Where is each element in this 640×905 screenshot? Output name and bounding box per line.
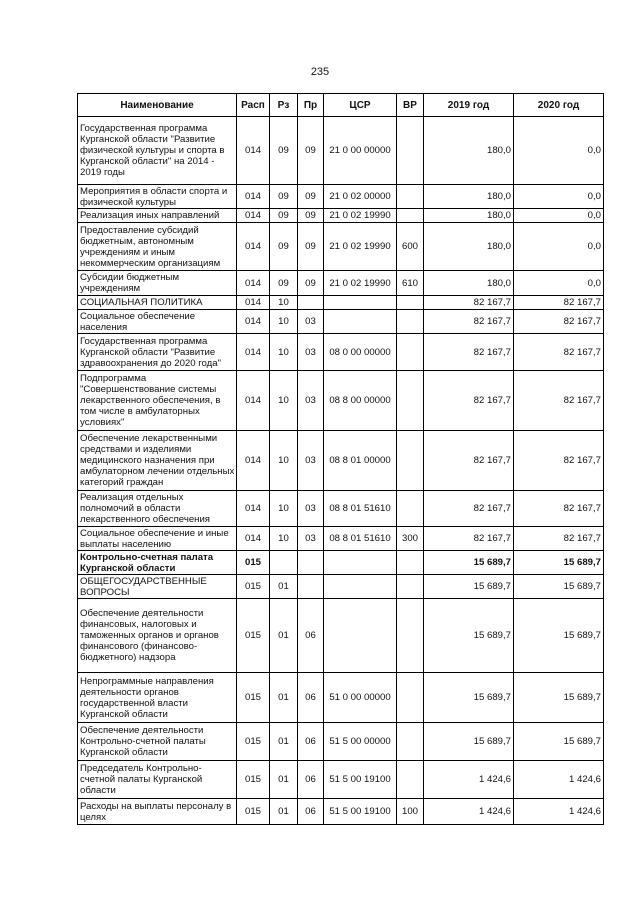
cell-name: Обеспечение лекарственными средствами и изделиями медицинского назначения при амбулаторном лечении отдельных категорий граждан	[78, 431, 237, 491]
cell-vr	[397, 185, 424, 209]
table-row	[78, 310, 604, 334]
cell-2020: 0,0	[514, 185, 604, 209]
cell-rz: 10	[270, 371, 298, 431]
header-rz: Рз	[270, 94, 298, 117]
cell-rz: 10	[270, 310, 298, 334]
cell-rz: 09	[270, 209, 298, 223]
cell-csr	[324, 575, 397, 599]
table-row	[78, 296, 604, 310]
cell-2019: 180,0	[424, 271, 514, 296]
header-csr: ЦСР	[324, 94, 397, 117]
cell-rasp: 014	[237, 271, 270, 296]
cell-pr: 03	[298, 334, 324, 371]
cell-name: Предоставление субсидий бюджетным, автономным учреждениям и иным некоммерческим организациям	[78, 223, 237, 271]
cell-2019: 1 424,6	[424, 799, 514, 825]
cell-rasp: 015	[237, 761, 270, 799]
cell-2019: 180,0	[424, 209, 514, 223]
cell-rz: 09	[270, 271, 298, 296]
cell-2019: 82 167,7	[424, 310, 514, 334]
cell-csr: 08 8 00 00000	[324, 371, 397, 431]
cell-name: Субсидии бюджетным учреждениям	[78, 271, 237, 296]
cell-csr: 08 8 01 00000	[324, 431, 397, 491]
cell-2020: 15 689,7	[514, 599, 604, 673]
cell-csr	[324, 599, 397, 673]
cell-csr: 51 5 00 19100	[324, 761, 397, 799]
cell-2019: 180,0	[424, 185, 514, 209]
cell-rz: 01	[270, 799, 298, 825]
cell-name: Обеспечение деятельности финансовых, налоговых и таможенных органов и органов финансового (финансово-бюджетного) надзора	[78, 599, 237, 673]
cell-rasp: 015	[237, 799, 270, 825]
cell-vr	[397, 209, 424, 223]
cell-vr	[397, 723, 424, 761]
cell-name: Обеспечение деятельности Контрольно-счетной палаты Курганской области	[78, 723, 237, 761]
table-row	[78, 209, 604, 223]
cell-csr	[324, 551, 397, 575]
cell-pr	[298, 575, 324, 599]
cell-name: Государственная программа Курганской области "Развитие здравоохранения до 2020 года"	[78, 334, 237, 371]
cell-2020: 82 167,7	[514, 296, 604, 310]
table-row	[78, 334, 604, 371]
page-number: 235	[310, 66, 330, 78]
cell-2020: 82 167,7	[514, 491, 604, 527]
cell-2019: 15 689,7	[424, 599, 514, 673]
cell-2020: 0,0	[514, 117, 604, 185]
cell-2020: 82 167,7	[514, 310, 604, 334]
table-row	[78, 223, 604, 271]
cell-rasp: 014	[237, 491, 270, 527]
cell-rz: 10	[270, 527, 298, 551]
cell-name: Государственная программа Курганской области "Развитие физической культуры и спорта в Курганской области" на 2014 - 2019 годы	[78, 117, 237, 185]
cell-2019: 1 424,6	[424, 761, 514, 799]
cell-vr	[397, 371, 424, 431]
cell-2019: 15 689,7	[424, 673, 514, 723]
cell-vr	[397, 491, 424, 527]
table-row	[78, 551, 604, 575]
cell-2019: 15 689,7	[424, 551, 514, 575]
cell-vr	[397, 575, 424, 599]
cell-pr	[298, 296, 324, 310]
table-row	[78, 371, 604, 431]
cell-vr	[397, 310, 424, 334]
cell-rasp: 014	[237, 185, 270, 209]
header-2019: 2019 год	[424, 94, 514, 117]
table-body	[78, 117, 604, 825]
cell-name: Социальное обеспечение населения	[78, 310, 237, 334]
cell-pr: 03	[298, 310, 324, 334]
cell-2020: 15 689,7	[514, 551, 604, 575]
cell-2020: 0,0	[514, 209, 604, 223]
cell-rasp: 015	[237, 723, 270, 761]
cell-rasp: 015	[237, 599, 270, 673]
cell-rasp: 014	[237, 371, 270, 431]
cell-csr: 51 5 00 00000	[324, 723, 397, 761]
table-row	[78, 673, 604, 723]
cell-rz: 09	[270, 223, 298, 271]
cell-name: Подпрограмма "Совершенствование системы лекарственного обеспечения, в том числе в амбулаторных условиях"	[78, 371, 237, 431]
cell-name: Расходы на выплаты персоналу в целях	[78, 799, 237, 825]
cell-pr: 06	[298, 761, 324, 799]
cell-pr: 09	[298, 209, 324, 223]
cell-2019: 82 167,7	[424, 371, 514, 431]
cell-rasp: 014	[237, 296, 270, 310]
cell-vr: 600	[397, 223, 424, 271]
cell-rz: 09	[270, 117, 298, 185]
cell-rasp: 015	[237, 673, 270, 723]
cell-vr	[397, 117, 424, 185]
cell-pr: 09	[298, 117, 324, 185]
cell-csr: 21 0 02 19990	[324, 209, 397, 223]
cell-name: Социальное обеспечение и иные выплаты населению	[78, 527, 237, 551]
cell-rz: 10	[270, 491, 298, 527]
cell-rz: 10	[270, 334, 298, 371]
cell-name: ОБЩЕГОСУДАРСТВЕННЫЕ ВОПРОСЫ	[78, 575, 237, 599]
cell-2020: 82 167,7	[514, 527, 604, 551]
cell-csr: 21 0 02 19990	[324, 223, 397, 271]
cell-rasp: 015	[237, 575, 270, 599]
cell-name: Непрограммные направления деятельности органов государственной власти Курганской области	[78, 673, 237, 723]
cell-2019: 180,0	[424, 223, 514, 271]
table-row	[78, 799, 604, 825]
cell-2020: 1 424,6	[514, 799, 604, 825]
cell-rz	[270, 551, 298, 575]
cell-2020: 82 167,7	[514, 334, 604, 371]
cell-vr	[397, 334, 424, 371]
cell-2019: 82 167,7	[424, 431, 514, 491]
cell-2020: 15 689,7	[514, 575, 604, 599]
table-row	[78, 723, 604, 761]
cell-pr: 09	[298, 223, 324, 271]
cell-2019: 82 167,7	[424, 491, 514, 527]
cell-pr: 09	[298, 271, 324, 296]
header-name: Наименование	[78, 94, 237, 117]
cell-rz: 09	[270, 185, 298, 209]
header-rasp: Расп	[237, 94, 270, 117]
table-row	[78, 431, 604, 491]
cell-rasp: 014	[237, 209, 270, 223]
header-pr: Пр	[298, 94, 324, 117]
cell-csr	[324, 296, 397, 310]
table-row	[78, 599, 604, 673]
table-row	[78, 491, 604, 527]
budget-table	[77, 93, 604, 825]
cell-vr	[397, 761, 424, 799]
cell-rz: 01	[270, 761, 298, 799]
cell-vr	[397, 673, 424, 723]
cell-pr: 06	[298, 599, 324, 673]
cell-2019: 15 689,7	[424, 723, 514, 761]
cell-rz: 01	[270, 723, 298, 761]
cell-pr: 06	[298, 723, 324, 761]
cell-name: Реализация отдельных полномочий в области лекарственного обеспечения	[78, 491, 237, 527]
cell-rz: 10	[270, 296, 298, 310]
cell-name: Реализация иных направлений	[78, 209, 237, 223]
cell-name: Мероприятия в области спорта и физической культуры	[78, 185, 237, 209]
cell-vr	[397, 599, 424, 673]
cell-rasp: 014	[237, 117, 270, 185]
cell-pr	[298, 551, 324, 575]
cell-2020: 82 167,7	[514, 371, 604, 431]
cell-csr: 21 0 02 19990	[324, 271, 397, 296]
cell-2020: 15 689,7	[514, 673, 604, 723]
cell-csr	[324, 310, 397, 334]
cell-csr: 08 8 01 51610	[324, 527, 397, 551]
cell-pr: 03	[298, 371, 324, 431]
cell-rz: 01	[270, 599, 298, 673]
cell-rz: 01	[270, 575, 298, 599]
table-row	[78, 761, 604, 799]
cell-vr: 100	[397, 799, 424, 825]
cell-rasp: 014	[237, 431, 270, 491]
cell-2019: 82 167,7	[424, 334, 514, 371]
cell-pr: 06	[298, 799, 324, 825]
cell-rz: 10	[270, 431, 298, 491]
cell-pr: 03	[298, 491, 324, 527]
cell-pr: 03	[298, 431, 324, 491]
cell-pr: 06	[298, 673, 324, 723]
cell-name: СОЦИАЛЬНАЯ ПОЛИТИКА	[78, 296, 237, 310]
cell-vr	[397, 431, 424, 491]
cell-rasp: 014	[237, 310, 270, 334]
cell-csr: 21 0 00 00000	[324, 117, 397, 185]
table-row	[78, 575, 604, 599]
cell-csr: 08 8 01 51610	[324, 491, 397, 527]
table-row	[78, 271, 604, 296]
table-row	[78, 185, 604, 209]
cell-pr: 09	[298, 185, 324, 209]
cell-vr: 300	[397, 527, 424, 551]
cell-name: Председатель Контрольно-счетной палаты Курганской области	[78, 761, 237, 799]
cell-rasp: 014	[237, 334, 270, 371]
cell-pr: 03	[298, 527, 324, 551]
cell-2019: 180,0	[424, 117, 514, 185]
cell-vr: 610	[397, 271, 424, 296]
cell-rz: 01	[270, 673, 298, 723]
cell-2020: 1 424,6	[514, 761, 604, 799]
cell-csr: 51 5 00 19100	[324, 799, 397, 825]
cell-vr	[397, 296, 424, 310]
cell-2019: 82 167,7	[424, 527, 514, 551]
header-vr: ВР	[397, 94, 424, 117]
cell-csr: 08 0 00 00000	[324, 334, 397, 371]
cell-2020: 0,0	[514, 271, 604, 296]
cell-2019: 15 689,7	[424, 575, 514, 599]
cell-rasp: 014	[237, 223, 270, 271]
cell-rasp: 015	[237, 551, 270, 575]
cell-vr	[397, 551, 424, 575]
cell-csr: 21 0 02 00000	[324, 185, 397, 209]
table-row	[78, 117, 604, 185]
cell-2020: 15 689,7	[514, 723, 604, 761]
cell-2019: 82 167,7	[424, 296, 514, 310]
cell-2020: 82 167,7	[514, 431, 604, 491]
cell-2020: 0,0	[514, 223, 604, 271]
cell-csr: 51 0 00 00000	[324, 673, 397, 723]
cell-name: Контрольно-счетная палата Курганской области	[78, 551, 237, 575]
header-2020: 2020 год	[514, 94, 604, 117]
table-row	[78, 527, 604, 551]
cell-rasp: 014	[237, 527, 270, 551]
table-header-row	[78, 94, 604, 117]
